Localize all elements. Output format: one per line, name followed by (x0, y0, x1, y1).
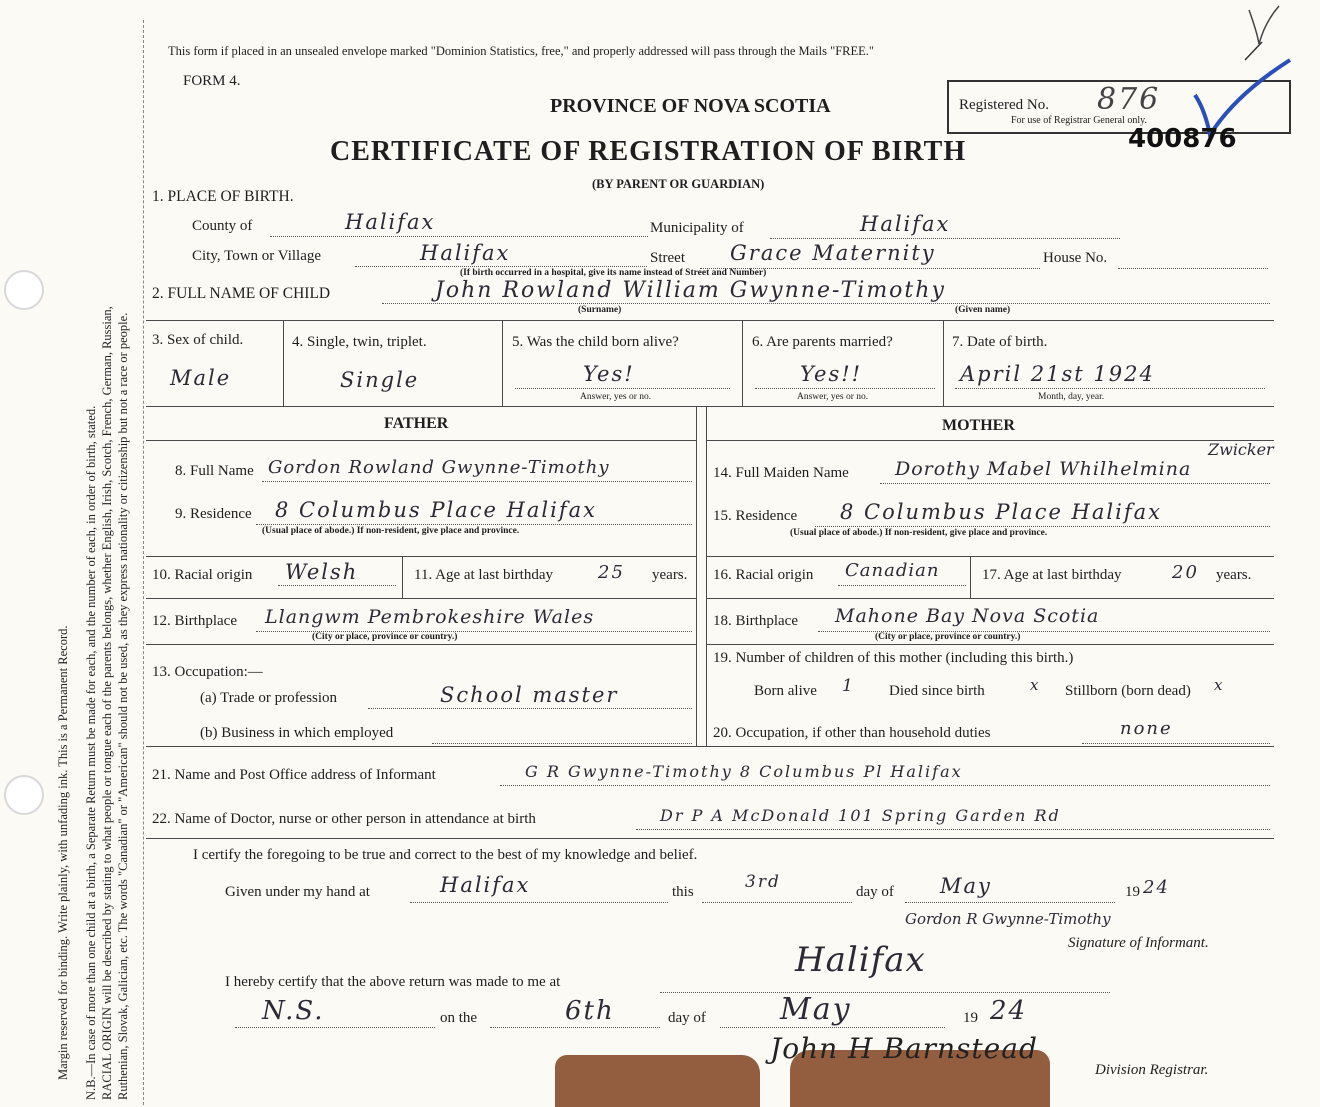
stillborn-label: Stillborn (born dead) (1065, 683, 1191, 699)
multiplicity-value: Single (340, 368, 420, 392)
county-value: Halifax (345, 210, 436, 234)
grid-line (146, 556, 696, 557)
reg-day-of-label: day of (668, 1010, 706, 1026)
mother-years: years. (1216, 567, 1252, 583)
sex-label: 3. Sex of child. (152, 332, 244, 348)
given-day-line (702, 902, 852, 903)
dob-note: Month, day, year. (1038, 392, 1105, 402)
father-residence-value: 8 Columbus Place Halifax (275, 498, 597, 522)
doctor-value: Dr P A McDonald 101 Spring Garden Rd (660, 806, 1061, 825)
registrar-place2-value: N.S. (262, 996, 325, 1026)
dob-value: April 21st 1924 (960, 362, 1155, 386)
day-of-label: day of (856, 884, 894, 900)
born-alive-value: Yes! (583, 362, 635, 386)
stillborn-value: x (1214, 676, 1225, 694)
on-the-label: on the (440, 1010, 478, 1026)
house-label: House No. (1043, 250, 1108, 266)
mother-residence-line (815, 526, 1270, 527)
mail-note: This form if placed in an unsealed envelope marked "Dominion Statistics, free," and properly addressed will pass through the Mails "FREE." (168, 44, 875, 58)
mother-residence-value: 8 Columbus Place Halifax (840, 500, 1162, 524)
trade-line (368, 708, 692, 709)
informant-signature: Gordon R Gwynne-Timothy (905, 910, 1111, 928)
municipality-line (770, 238, 1120, 239)
grid-line (402, 556, 403, 598)
grid-line (706, 556, 1274, 557)
occupation-label: 13. Occupation:— (152, 664, 263, 680)
died-since-birth-label: Died since birth (889, 683, 985, 699)
grid-line (146, 746, 1274, 747)
registrar-place-value: Halifax (795, 940, 926, 980)
given-place-line (410, 902, 668, 903)
grid-line (706, 644, 1274, 645)
municipality-label: Municipality of (650, 220, 744, 236)
child-name-line (382, 303, 1270, 304)
grid-line (146, 598, 696, 599)
form-number: FORM 4. (183, 73, 241, 89)
born-alive-count: 1 (842, 676, 855, 696)
mother-name-extra: Zwicker (1208, 440, 1274, 459)
born-alive-note: Answer, yes or no. (580, 392, 652, 402)
street-value: Grace Maternity (730, 241, 936, 265)
grid-line (502, 320, 503, 406)
registrar-note: For use of Registrar General only. (1011, 115, 1147, 126)
punch-hole (4, 270, 44, 310)
father-birthplace-note: (City or place, province or country.) (312, 632, 458, 642)
sex-value: Male (170, 366, 232, 390)
punch-hole (4, 775, 44, 815)
grid-line (146, 406, 1274, 407)
surname-note: (Surname) (578, 305, 622, 315)
father-name-label: 8. Full Name (175, 463, 254, 479)
given-under-label: Given under my hand at (225, 884, 370, 900)
mother-occupation-line (1082, 743, 1270, 744)
mother-race-value: Canadian (845, 560, 940, 581)
stamp-number: 400876 (1128, 124, 1237, 154)
doctor-line (636, 829, 1270, 830)
mother-birthplace-label: 18. Birthplace (713, 613, 798, 629)
mother-birthplace-note: (City or place, province or country.) (875, 632, 1021, 642)
business-label: (b) Business in which employed (200, 725, 394, 741)
province-heading: PROVINCE OF NOVA SCOTIA (550, 95, 831, 117)
born-alive-label: 5. Was the child born alive? (512, 334, 679, 350)
page-subtitle: (BY PARENT OR GUARDIAN) (592, 177, 765, 191)
place-of-birth-label: 1. PLACE OF BIRTH. (152, 188, 294, 205)
mother-birthplace-value: Mahone Bay Nova Scotia (835, 605, 1100, 627)
margin-note-4: Ruthenian, Slovak, Galician, etc. The words "Canadian" or "American" should not be used, as they express nationality or citizenship but not a race or people. (116, 312, 130, 1100)
city-line (355, 266, 647, 267)
margin-divider (143, 20, 144, 1105)
parents-married-value: Yes!! (800, 362, 863, 386)
municipality-value: Halifax (860, 212, 951, 236)
street-label: Street (650, 250, 685, 266)
trade-value: School master (440, 683, 619, 707)
grid-line (146, 440, 696, 441)
father-age-label: 11. Age at last birthday (414, 567, 553, 583)
registrar-day-line (490, 1027, 660, 1028)
mother-age-value: 20 (1172, 562, 1199, 583)
pencil-tick-icon (1245, 2, 1285, 47)
mother-occupation-label: 20. Occupation, if other than household duties (713, 725, 991, 741)
county-label: County of (192, 218, 253, 234)
father-birthplace-label: 12. Birthplace (152, 613, 237, 629)
mother-race-label: 16. Racial origin (713, 567, 814, 583)
grid-line (146, 320, 1274, 321)
informant-line (500, 785, 1270, 786)
father-name-value: Gordon Rowland Gwynne-Timothy (268, 457, 610, 478)
doctor-label: 22. Name of Doctor, nurse or other person in attendance at birth (152, 811, 536, 827)
child-name-value: John Rowland William Gwynne-Timothy (435, 278, 946, 303)
child-name-label: 2. FULL NAME OF CHILD (152, 285, 331, 302)
father-residence-line (256, 524, 692, 525)
died-since-birth-value: x (1030, 676, 1041, 694)
stain (555, 1055, 760, 1107)
city-label: City, Town or Village (192, 248, 322, 264)
mother-occupation-value: none (1120, 718, 1173, 739)
father-residence-label: 9. Residence (175, 506, 252, 522)
mother-name-value: Dorothy Mabel Whilhelmina (895, 458, 1192, 480)
hospital-note: (If birth occurred in a hospital, give its name instead of Street and Number) (460, 268, 767, 278)
registrar-place2-line (235, 1027, 435, 1028)
father-age-value: 25 (598, 562, 625, 583)
grid-line (970, 556, 971, 598)
parents-married-line (755, 388, 935, 389)
born-alive-count-label: Born alive (754, 683, 817, 699)
father-race-label: 10. Racial origin (152, 567, 253, 583)
trade-label: (a) Trade or profession (200, 690, 338, 706)
father-name-line (262, 481, 692, 482)
given-place-value: Halifax (440, 873, 531, 897)
page-title: CERTIFICATE OF REGISTRATION OF BIRTH (330, 136, 967, 167)
grid-line (146, 644, 696, 645)
grid-line (146, 838, 1274, 839)
mother-name-line (880, 483, 1270, 484)
father-heading: FATHER (384, 415, 449, 432)
given-year-value: 24 (1143, 877, 1170, 898)
given-month-line (905, 902, 1115, 903)
father-race-value: Welsh (285, 560, 359, 584)
registrar-month-line (720, 1027, 945, 1028)
business-line (432, 743, 692, 744)
grid-line (696, 406, 697, 746)
father-birthplace-value: Llangwm Pembrokeshire Wales (265, 606, 595, 628)
binding-margin (0, 0, 146, 1107)
given-name-note: (Given name) (955, 305, 1011, 315)
dob-line (955, 388, 1265, 389)
city-value: Halifax (420, 241, 511, 265)
registrar-label: Division Registrar. (1095, 1062, 1209, 1078)
informant-signature-label: Signature of Informant. (1068, 935, 1209, 951)
grid-line (283, 320, 284, 406)
grid-line (742, 320, 743, 406)
born-alive-line (515, 388, 730, 389)
registrar-statement: I hereby certify that the above return was made to me at (225, 974, 561, 990)
registrar-signature: John H Barnstead (770, 1032, 1038, 1065)
given-month-value: May (940, 874, 992, 898)
parents-married-note: Answer, yes or no. (797, 392, 869, 402)
margin-note-3: RACIAL ORIGIN will be described by stating to what people or tongue each of the parents belongs, whether English, Irish, Scotch, French, German, Russian, (100, 306, 114, 1100)
parents-married-label: 6. Are parents married? (752, 334, 893, 350)
children-count-label: 19. Number of children of this mother (including this birth.) (713, 650, 1074, 666)
year-prefix: 19 (1125, 884, 1140, 900)
mother-heading: MOTHER (942, 417, 1015, 434)
multiplicity-label: 4. Single, twin, triplet. (292, 334, 427, 350)
margin-note-2: N.B.—In case of more than one child at a birth, a Separate Return must be made for each, and the number of each, in order of birth, stated. (84, 405, 98, 1100)
registrar-day-value: 6th (565, 996, 615, 1026)
margin-note-1: Margin reserved for binding. Write plainly, with unfading ink. This is a Permanent Record. (56, 625, 70, 1080)
grid-line (706, 440, 1274, 441)
this-label: this (672, 884, 694, 900)
informant-value: G R Gwynne-Timothy 8 Columbus Pl Halifax (525, 762, 963, 781)
given-day-value: 3rd (745, 872, 781, 892)
mother-residence-note: (Usual place of abode.) If non-resident, give place and province. (790, 528, 1048, 538)
registrar-place-line (660, 992, 1110, 993)
father-residence-note: (Usual place of abode.) If non-resident, give place and province. (262, 526, 520, 536)
house-line (1118, 268, 1268, 269)
grid-line (706, 598, 1274, 599)
dob-label: 7. Date of birth. (952, 334, 1048, 350)
reg-year-prefix: 19 (963, 1010, 978, 1026)
mother-race-line (838, 585, 966, 586)
grid-line (706, 406, 707, 746)
mother-name-label: 14. Full Maiden Name (713, 465, 849, 481)
county-line (270, 236, 648, 237)
father-years: years. (652, 567, 688, 583)
registrar-month-value: May (780, 992, 852, 1027)
certify-statement: I certify the foregoing to be true and correct to the best of my knowledge and belief. (193, 847, 698, 863)
registered-number: 876 (1097, 82, 1161, 117)
mother-residence-label: 15. Residence (713, 508, 798, 524)
father-race-line (278, 585, 396, 586)
grid-line (943, 320, 944, 406)
informant-label: 21. Name and Post Office address of Informant (152, 767, 436, 783)
registered-label: Registered No. (959, 97, 1049, 113)
mother-age-label: 17. Age at last birthday (982, 567, 1122, 583)
registrar-year-value: 24 (990, 996, 1028, 1026)
